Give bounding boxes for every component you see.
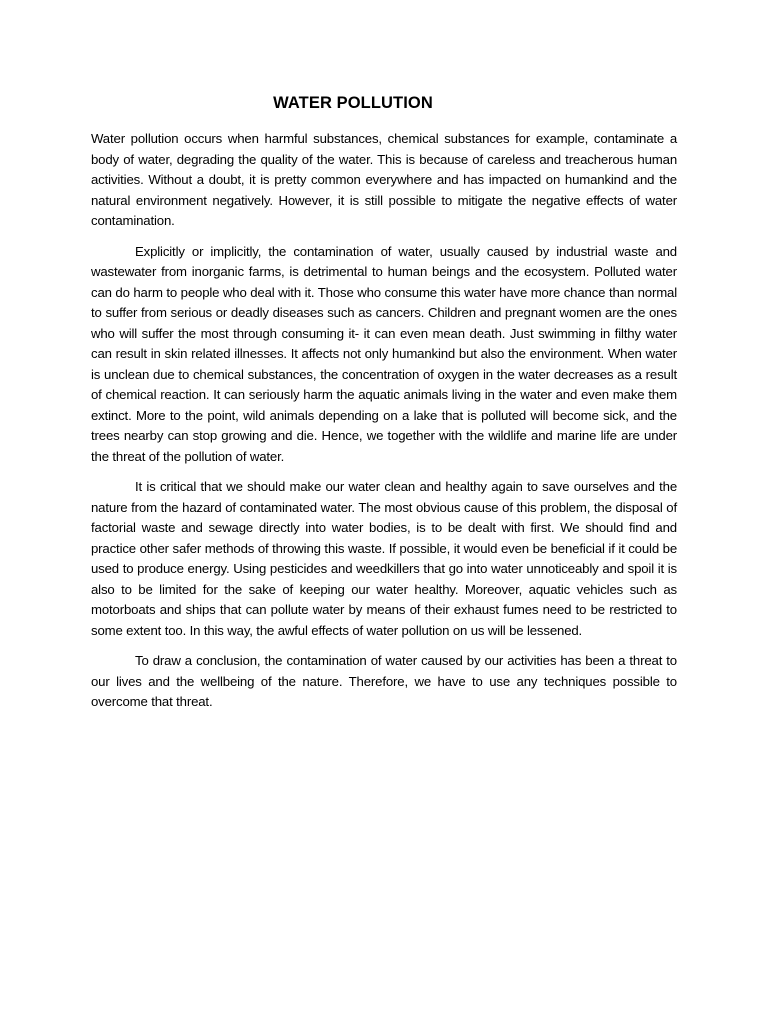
paragraph-solutions: It is critical that we should make our water clean and healthy again to save ourselves and the nature from the hazard of contaminated water. The most obvious cause of this problem, the disposal of factorial waste and sewage directly into water bodies, is to be dealt with first. We should find and practice other safer methods of throwing this waste. If possible, it would even be beneficial if it could be used to produce energy. Using pesticides and weedkillers that go into water unnoticeably and spoil it is also to be limited for the sake of keeping our water healthy. Moreover, aquatic vehicles such as motorboats and ships that can pollute water by means of their exhaust fumes need to be restricted to some extent too. In this way, the awful effects of water pollution on us will be lessened.	[91, 479, 677, 638]
paragraph-conclusion: To draw a conclusion, the contamination of water caused by our activities has been a threat to our lives and the wellbeing of the nature. Therefore, we have to use any techniques possible to overcome that threat.	[91, 653, 677, 709]
paragraph-effects: Explicitly or implicitly, the contamination of water, usually caused by industrial waste and wastewater from inorganic farms, is detrimental to human beings and the ecosystem. Polluted water can do harm to people who deal with it. Those who consume this water have more chance than normal to suffer from serious or deadly diseases such as cancers. Children and pregnant women are the ones who will suffer the most through consuming it- it can even mean death. Just swimming in filthy water can result in skin related illnesses. It affects not only humankind but also the environment. When water is unclean due to chemical substances, the concentration of oxygen in the water decreases as a result of chemical reaction. It can seriously harm the aquatic animals living in the water and even make them extinct. More to the point, wild animals depending on a lake that is polluted will become sick, and the trees nearby can stop growing and die. Hence, we together with the wildlife and marine life are under the threat of the pollution of water.	[91, 243, 677, 464]
paragraph-introduction: Water pollution occurs when harmful substances, chemical substances for example, contaminate a body of water, degrading the quality of the water. This is because of careless and treacherous human activities. Without a doubt, it is pretty common everywhere and has impacted on humankind and the natural environment negatively. However, it is still possible to mitigate the negative effects of water contamination.	[91, 131, 677, 228]
document-body	[91, 129, 677, 723]
document-title: WATER POLLUTION	[273, 94, 433, 112]
